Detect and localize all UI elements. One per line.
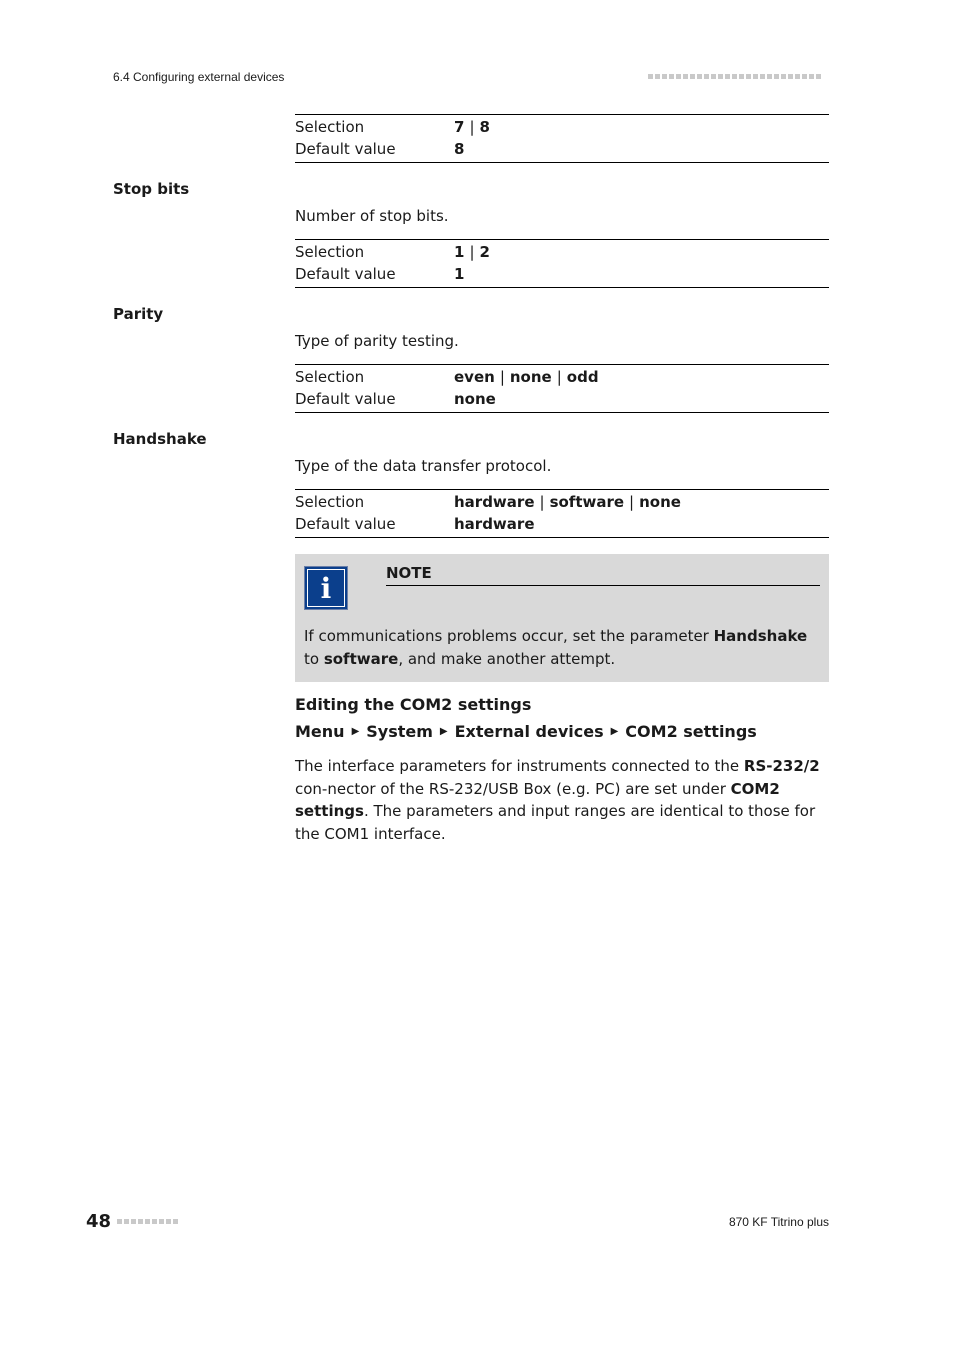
default-label: Default value bbox=[295, 265, 396, 283]
running-header: 6.4 Configuring external devices bbox=[113, 70, 285, 84]
menu-path-item: Menu bbox=[295, 722, 345, 741]
selection-label: Selection bbox=[295, 118, 365, 136]
arrow-right-icon: ▶ bbox=[439, 726, 448, 737]
handshake-description: Type of the data transfer protocol. bbox=[295, 457, 552, 475]
paragraph-text: con-nector of the RS-232/USB Box (e.g. PC) are set under bbox=[295, 779, 731, 798]
handshake-title: Handshake bbox=[113, 430, 207, 448]
selection-label: Selection bbox=[295, 368, 365, 386]
com2-heading: Editing the COM2 settings bbox=[295, 695, 532, 714]
header-decoration bbox=[648, 74, 821, 79]
selection-label: Selection bbox=[295, 243, 365, 261]
parity-description: Type of parity testing. bbox=[295, 332, 459, 350]
product-name: 870 KF Titrino plus bbox=[728, 1215, 829, 1229]
selection-value: 1 bbox=[454, 243, 465, 261]
parity-title: Parity bbox=[113, 305, 164, 323]
default-label: Default value bbox=[295, 515, 396, 533]
note-title: NOTE bbox=[386, 564, 820, 586]
selection-value: 2 bbox=[479, 243, 490, 261]
page-number-block bbox=[86, 1211, 178, 1232]
menu-path-item: System bbox=[366, 722, 433, 741]
footer-decoration bbox=[117, 1219, 178, 1224]
arrow-right-icon: ▶ bbox=[351, 726, 360, 737]
arrow-right-icon: ▶ bbox=[610, 726, 619, 737]
menu-path bbox=[295, 722, 757, 741]
note-text-part: to bbox=[304, 650, 324, 668]
note-text-part: , and make another attempt. bbox=[398, 650, 616, 668]
note-text-part: If communications problems occur, set the parameter bbox=[304, 627, 714, 645]
stop-bits-parameter-table: Selection 1 | 2 Default value 1 bbox=[295, 239, 829, 288]
paragraph-bold: RS-232/2 bbox=[743, 757, 820, 775]
selection-label: Selection bbox=[295, 493, 365, 511]
selection-value: none bbox=[639, 493, 681, 511]
selection-value: even bbox=[454, 368, 495, 386]
stop-bits-description: Number of stop bits. bbox=[295, 207, 449, 225]
info-icon bbox=[304, 566, 348, 610]
parity-parameter-table: Selection even | none | odd Default value none bbox=[295, 364, 829, 413]
note-box bbox=[295, 554, 829, 682]
menu-path-item: COM2 settings bbox=[625, 722, 757, 741]
paragraph-text: The interface parameters for instruments connected to the bbox=[295, 757, 744, 775]
default-label: Default value bbox=[295, 140, 396, 158]
selection-value: hardware bbox=[454, 493, 535, 511]
info-icon-glyph: i bbox=[307, 569, 345, 607]
default-value: 1 bbox=[454, 265, 465, 283]
page-number: 48 bbox=[86, 1211, 112, 1232]
handshake-parameter-table: Selection hardware | software | none Default value hardware bbox=[295, 489, 829, 538]
selection-value: 7 bbox=[454, 118, 465, 136]
note-text bbox=[304, 625, 819, 671]
selection-value: odd bbox=[566, 368, 599, 386]
menu-path-item: External devices bbox=[454, 722, 604, 741]
paragraph-text: . The parameters and input ranges are identical to those for the COM1 interface. bbox=[295, 802, 816, 843]
com2-paragraph bbox=[295, 755, 831, 845]
databits-parameter-table: Selection 7 | 8 Default value 8 bbox=[295, 114, 829, 163]
note-text-bold: software bbox=[323, 650, 399, 668]
default-label: Default value bbox=[295, 390, 396, 408]
selection-value: software bbox=[549, 493, 625, 511]
default-value: none bbox=[454, 390, 496, 408]
default-value: 8 bbox=[454, 140, 465, 158]
note-text-bold: Handshake bbox=[713, 627, 808, 645]
selection-value: 8 bbox=[479, 118, 490, 136]
selection-value: none bbox=[509, 368, 552, 386]
default-value: hardware bbox=[454, 515, 535, 533]
paragraph-bold: COM2 settings bbox=[295, 779, 780, 820]
stop-bits-title: Stop bits bbox=[113, 180, 190, 198]
